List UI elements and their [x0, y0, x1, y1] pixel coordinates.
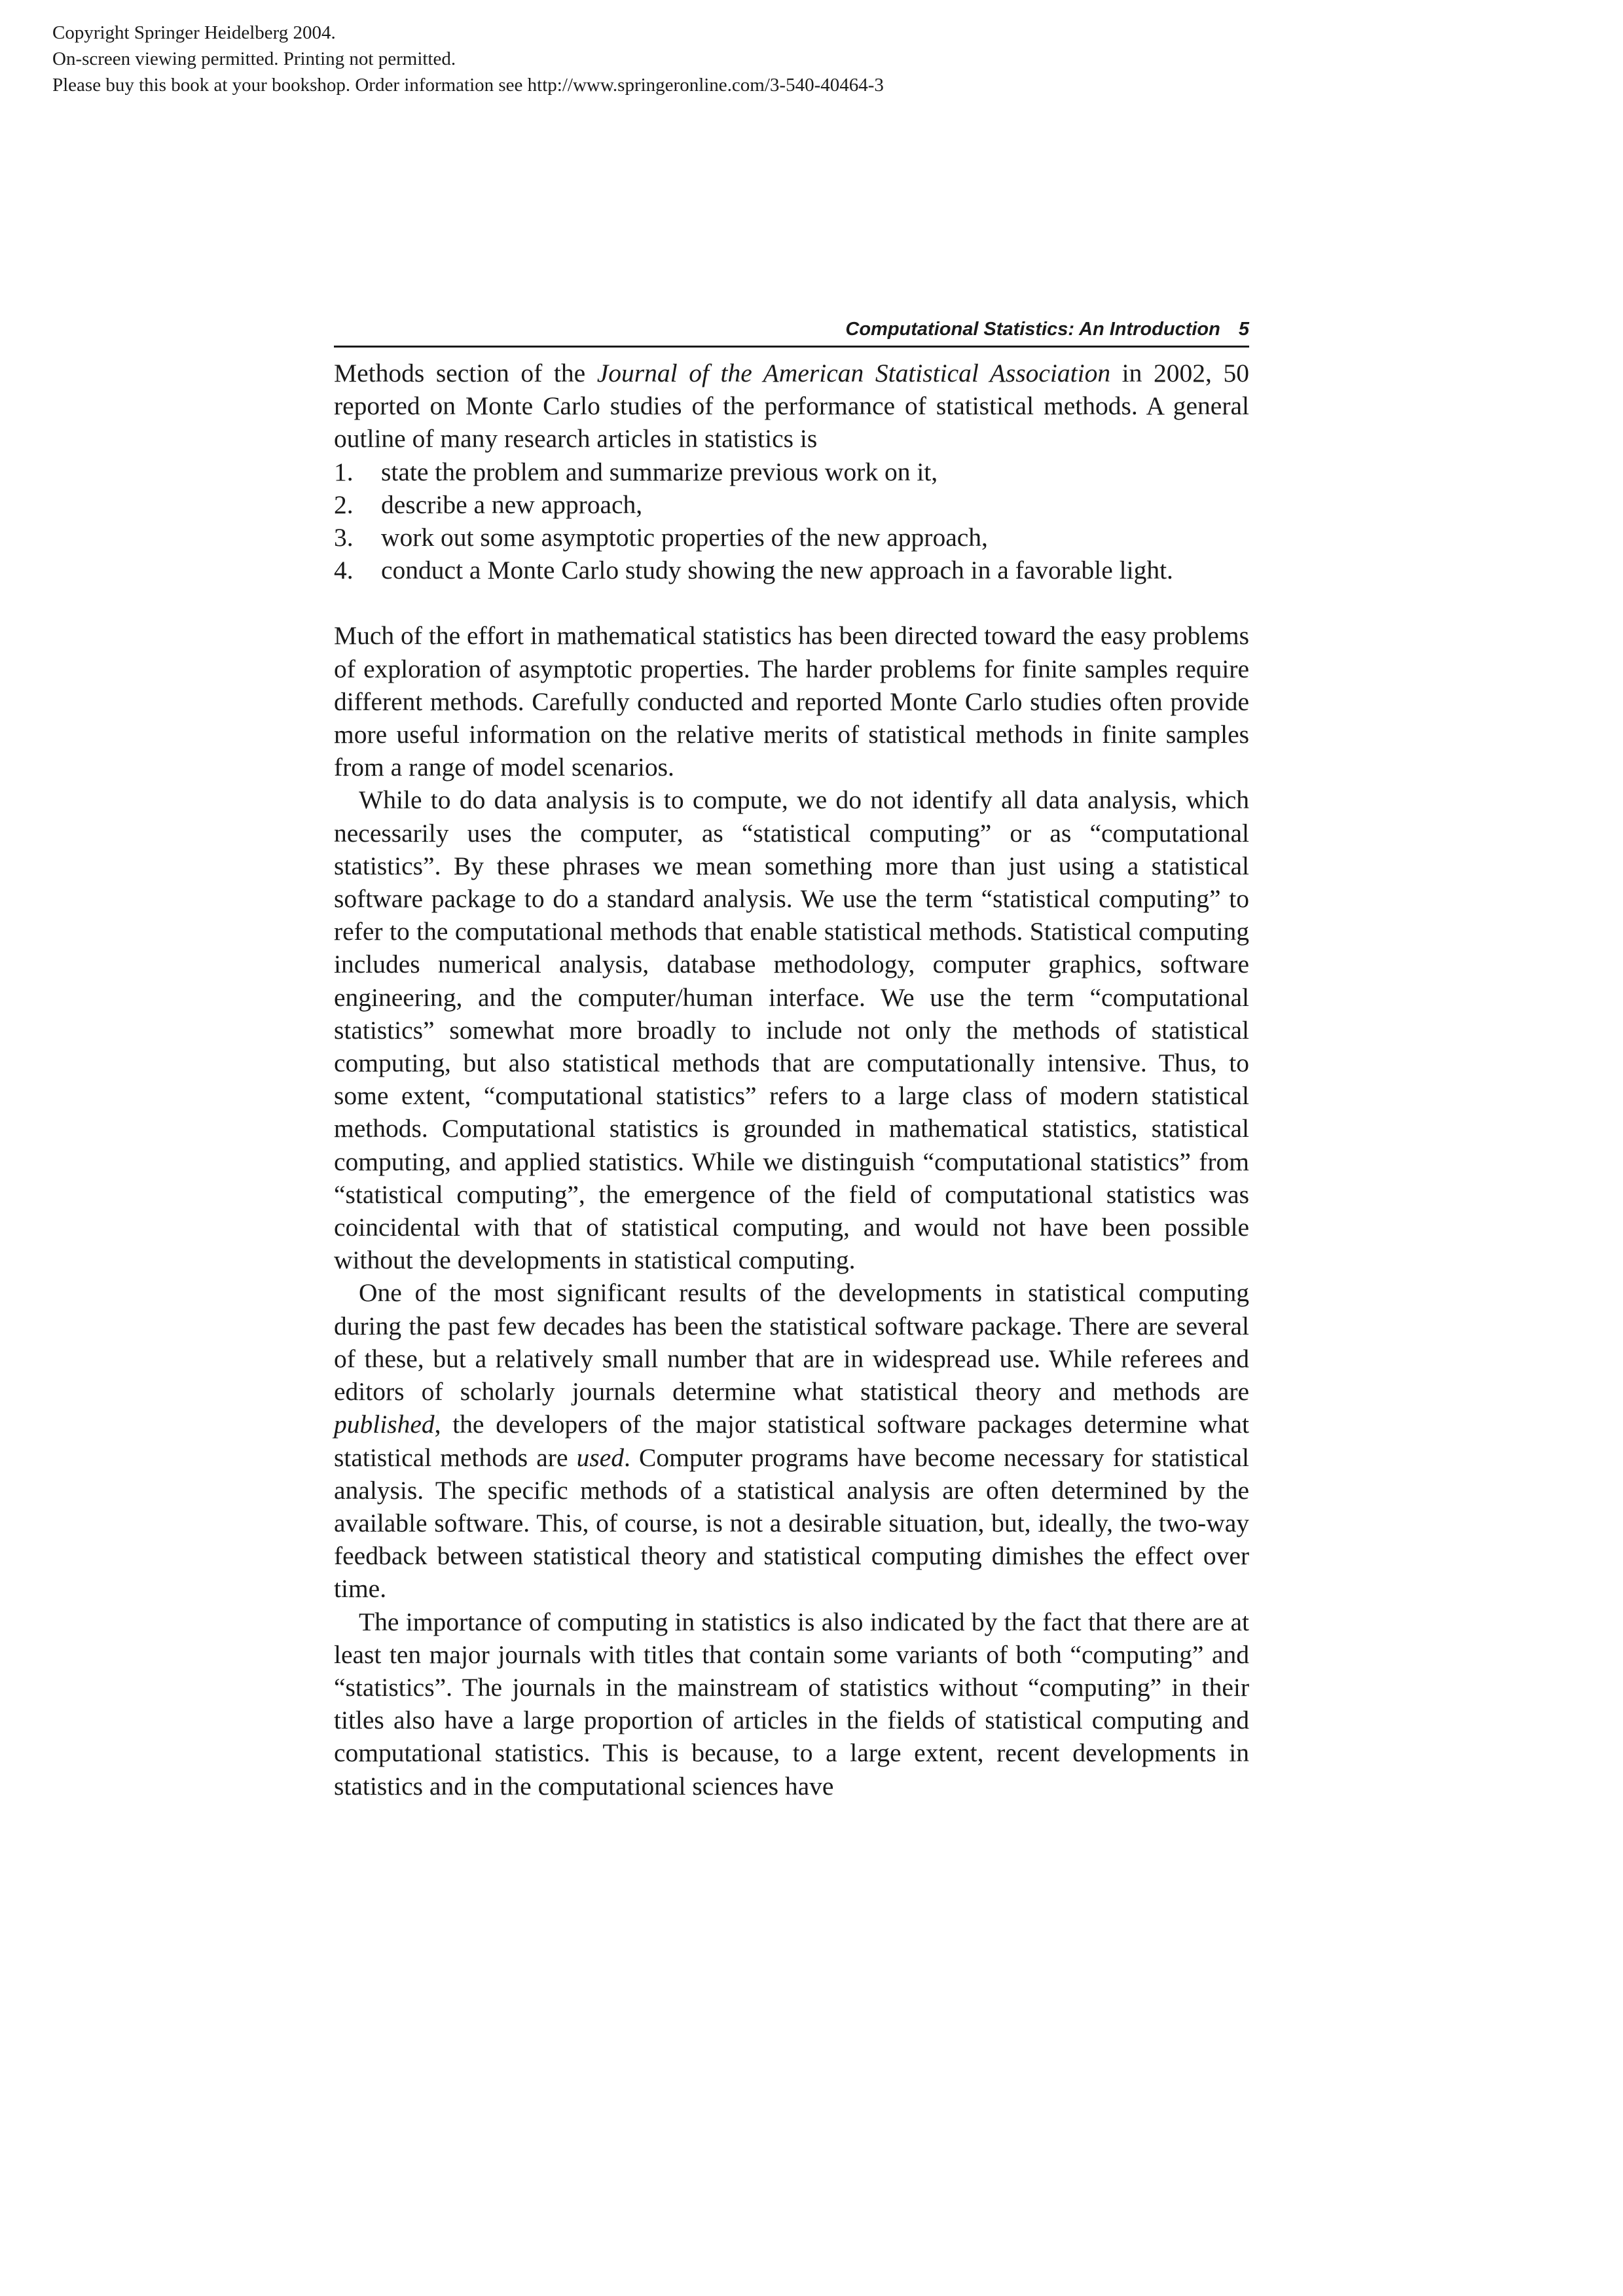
- list-item-text: work out some asymptotic properties of the new approach,: [381, 523, 988, 552]
- paragraph-4-text-c: . Computer programs have become necessary for statistical analysis. The specific methods of a statistical analysis are often determined by the available software. This, of course, is not a desirable situation, but, ideally, the two-way feedback between statistical theory and statistical computing dimishes the effect over time.: [334, 1443, 1249, 1604]
- page-body: [334, 357, 1249, 1803]
- copyright-line-2: On-screen viewing permitted. Printing not permitted.: [52, 48, 456, 69]
- copyright-line-1: Copyright Springer Heidelberg 2004.: [52, 22, 336, 43]
- paragraph-4-text-a: One of the most significant results of the developments in statistical computing during the past few decades has been the statistical software package. There are several of these, but a relatively small number that are in widespread use. While referees and editors of scholarly journals determine what statistical theory and methods are: [334, 1278, 1249, 1407]
- paragraph-1: [334, 357, 1249, 456]
- journal-title: Journal of the American Statistical Association: [596, 359, 1111, 387]
- list-item: [334, 456, 1249, 488]
- list-item-text: state the problem and summarize previous work on it,: [381, 457, 938, 486]
- paragraph-1-text-b: in 2002, 50 reported on Monte Carlo studies of the performance of statistical methods. A general outline of many research articles in statistics is: [334, 359, 1249, 454]
- list-item: [334, 488, 1249, 521]
- list-item-text: conduct a Monte Carlo study showing the new approach in a favorable light.: [381, 556, 1173, 585]
- running-title: Computational Statistics: An Introduction: [845, 319, 1220, 340]
- list-item-text: describe a new approach,: [381, 490, 643, 519]
- copyright-line-3: Please buy this book at your bookshop. Order information see http://www.springeronline.com/3-540-40464-3: [52, 75, 884, 96]
- list-item: [334, 554, 1249, 586]
- list-item-number: 1.: [334, 457, 354, 486]
- emphasis-published: published: [334, 1410, 435, 1439]
- list-item: [334, 521, 1249, 554]
- paragraph-1-text-a: Methods section of the: [334, 359, 597, 387]
- paragraph-3: While to do data analysis is to compute, we do not identify all data analysis, which necessarily uses the computer, as “statistical computing” or as “computational statistics”. By these phrases we mean something more than just using a statistical software package to do a standard analysis. We use the term “statistical computing” to refer to the computational methods that enable statistical methods. Statistical computing includes numerical analysis, database methodology, computer graphics, software engineering, and the computer/human interface. We use the term “computational statistics” somewhat more broadly to include not only the methods of statistical computing, but also statistical methods that are computationally intensive. Thus, to some extent, “computational statistics” refers to a large class of modern statistical methods. Computational statistics is grounded in mathematical statistics, statistical computing, and applied statistics. While we distinguish “computational statistics” from “statistical computing”, the emergence of the field of computational statistics was coincidental with that of statistical computing, and would not have been possible without the developments in statistical computing.: [334, 785, 1249, 1275]
- list-item-number: 2.: [334, 490, 354, 519]
- copyright-notice: [52, 20, 884, 98]
- emphasis-used: used: [576, 1443, 624, 1472]
- paragraph-2: Much of the effort in mathematical statistics has been directed toward the easy problems of exploration of asymptotic properties. The harder problems for finite samples require different methods. Carefully conducted and reported Monte Carlo studies often provide more useful information on the relative merits of statistical methods in finite samples from a range of model scenarios.: [334, 621, 1249, 782]
- outline-list: [334, 456, 1249, 587]
- paragraph-4: [334, 1276, 1249, 1605]
- paragraph-5: The importance of computing in statistics is also indicated by the fact that there are at least ten major journals with titles that contain some variants of both “computing” and “statistics”. The journals in the mainstream of statistics without “computing” in their titles also have a large proportion of articles in the fields of statistical computing and computational statistics. This is because, to a large extent, recent developments in statistics and in the computational sciences have: [334, 1607, 1249, 1801]
- paragraph-4-text-b: , the developers of the major statistical software packages determine what statistical methods are: [334, 1410, 1249, 1472]
- list-item-number: 4.: [334, 556, 354, 585]
- running-head: [334, 313, 1249, 348]
- page-number: 5: [1238, 319, 1249, 340]
- list-item-number: 3.: [334, 523, 354, 552]
